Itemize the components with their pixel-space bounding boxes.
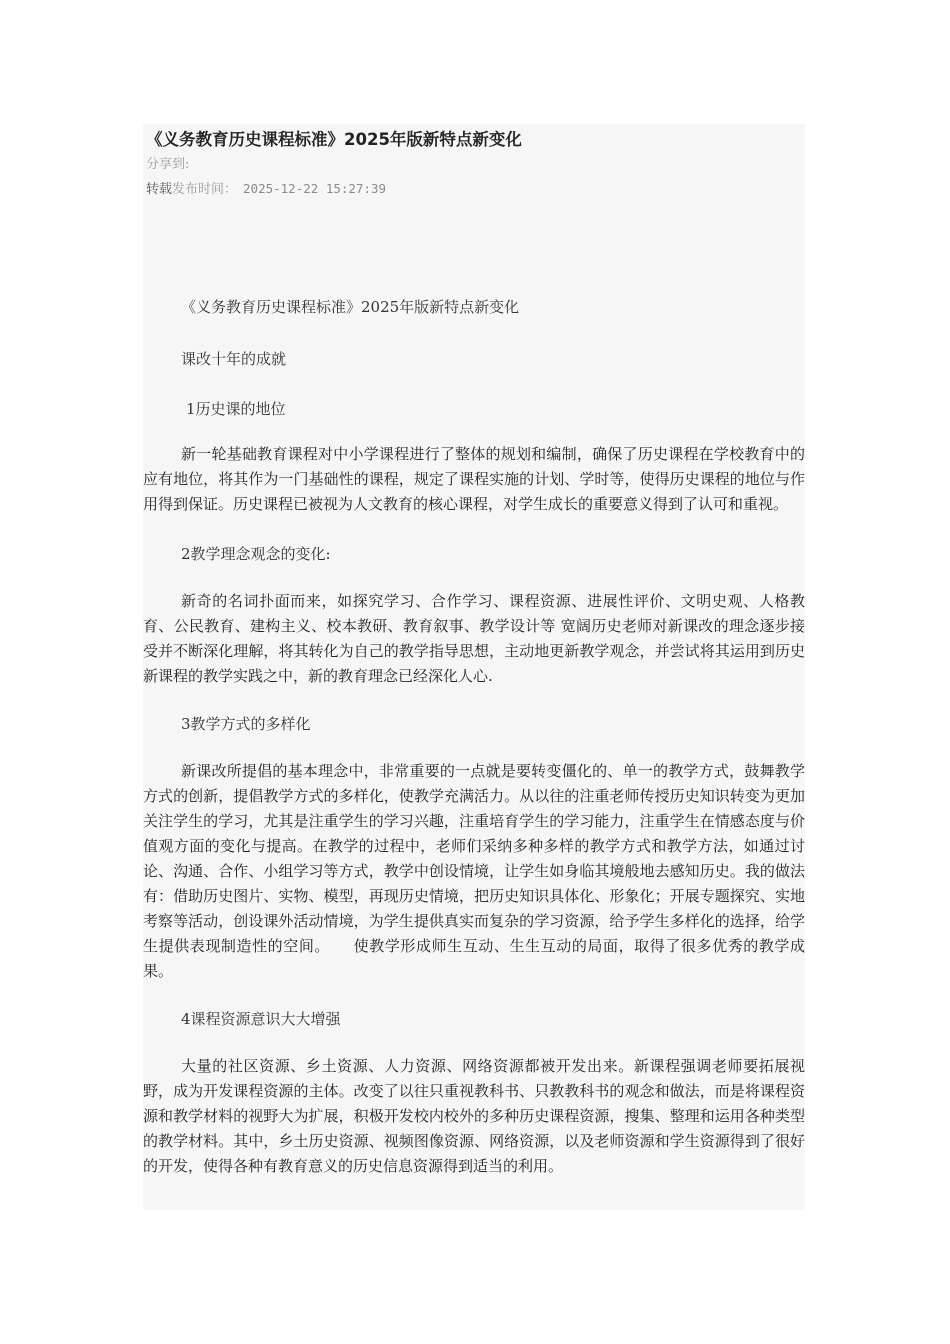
paragraph-2: 新奇的名词扑面而来，如探究学习、合作学习、课程资源、进展性评价、文明史观、人格教育、公民教育、建构主义、校本教研、教育叙事、教学设计等 宽阔历史老师对新课改的理念逐步接受并不断深化理解，将其转化为自己的教学指导思想，主动地更新教学观念，并尝试将其运用到历史新课程的教学实践之中，新的教育理念已经深化人心. xyxy=(143,592,805,685)
heading-1: 1历史课的地位 xyxy=(186,400,286,418)
paragraph-4: 大量的社区资源、乡土资源、人力资源、网络资源都被开发出来。新课程强调老师要拓展视野，成为开发课程资源的主体。改变了以往只重视教科书、只教教科书的观念和做法，而是将课程资源和教学材料的视野大为扩展，积极开发校内校外的多种历史课程资源，搜集、整理和运用各种类型的教学材料。其中，乡土历史资源、视频图像资源、网络资源，以及老师资源和学生资源得到了很好的开发，使得各种有教育意义的历史信息资源得到适当的利用。 xyxy=(143,1057,805,1175)
article-header xyxy=(143,124,805,202)
share-label[interactable]: 分享到: xyxy=(146,157,190,172)
section-title: 课改十年的成就 xyxy=(181,350,287,368)
heading-4: 4课程资源意识大大增强 xyxy=(181,1010,341,1028)
repost-label: 转载 xyxy=(146,182,173,197)
document-title: 《义务教育历史课程标准》2025年版新特点新变化 xyxy=(181,298,520,316)
paragraph-1: 新一轮基础教育课程对中小学课程进行了整体的规划和编制，确保了历史课程在学校教育中的应有地位，将其作为一门基础性的课程，规定了课程实施的计划、学时等，使得历史课程的地位与作用得到保证。历史课程已被视为人文教育的核心课程，对学生成长的重要意义得到了认可和重视。 xyxy=(143,445,805,513)
heading-2: 2教学理念观念的变化: xyxy=(181,545,331,563)
article-content xyxy=(143,294,805,1179)
publish-time: 2025-12-22 15:27:39 xyxy=(243,181,387,196)
heading-3: 3教学方式的多样化 xyxy=(181,715,311,733)
article-meta xyxy=(146,177,802,202)
article-title: 《义务教育历史课程标准》2025年版新特点新变化 xyxy=(146,130,522,149)
paragraph-3: 新课改所提倡的基本理念中，非常重要的一点就是要转变僵化的、单一的教学方式，鼓舞教学方式的创新，提倡教学方式的多样化，使教学充满活力。从以往的注重老师传授历史知识转变为更加关注学生的学习，尤其是注重学生的学习兴趣，注重培育学生的学习能力，注重学生在情感态度与价值观方面的变化与提高。在教学的过程中，老师们采纳多种多样的教学方式和教学方法，如通过讨论、沟通、合作、小组学习等方式，教学中创设情境，让学生如身临其境般地去感知历史。我的做法有：借助历史图片、实物、模型，再现历史情境，把历史知识具体化、形象化；开展专题探究、实地考察等活动，创设课外活动情境，为学生提供真实而复杂的学习资源，给予学生多样化的选择，给学生提供表现制造性的空间。 使教学形成师生互动、生生互动的局面，取得了很多优秀的教学成果。 xyxy=(143,762,805,980)
article-panel xyxy=(143,124,805,1210)
publish-time-label: 发布时间： xyxy=(172,182,238,197)
